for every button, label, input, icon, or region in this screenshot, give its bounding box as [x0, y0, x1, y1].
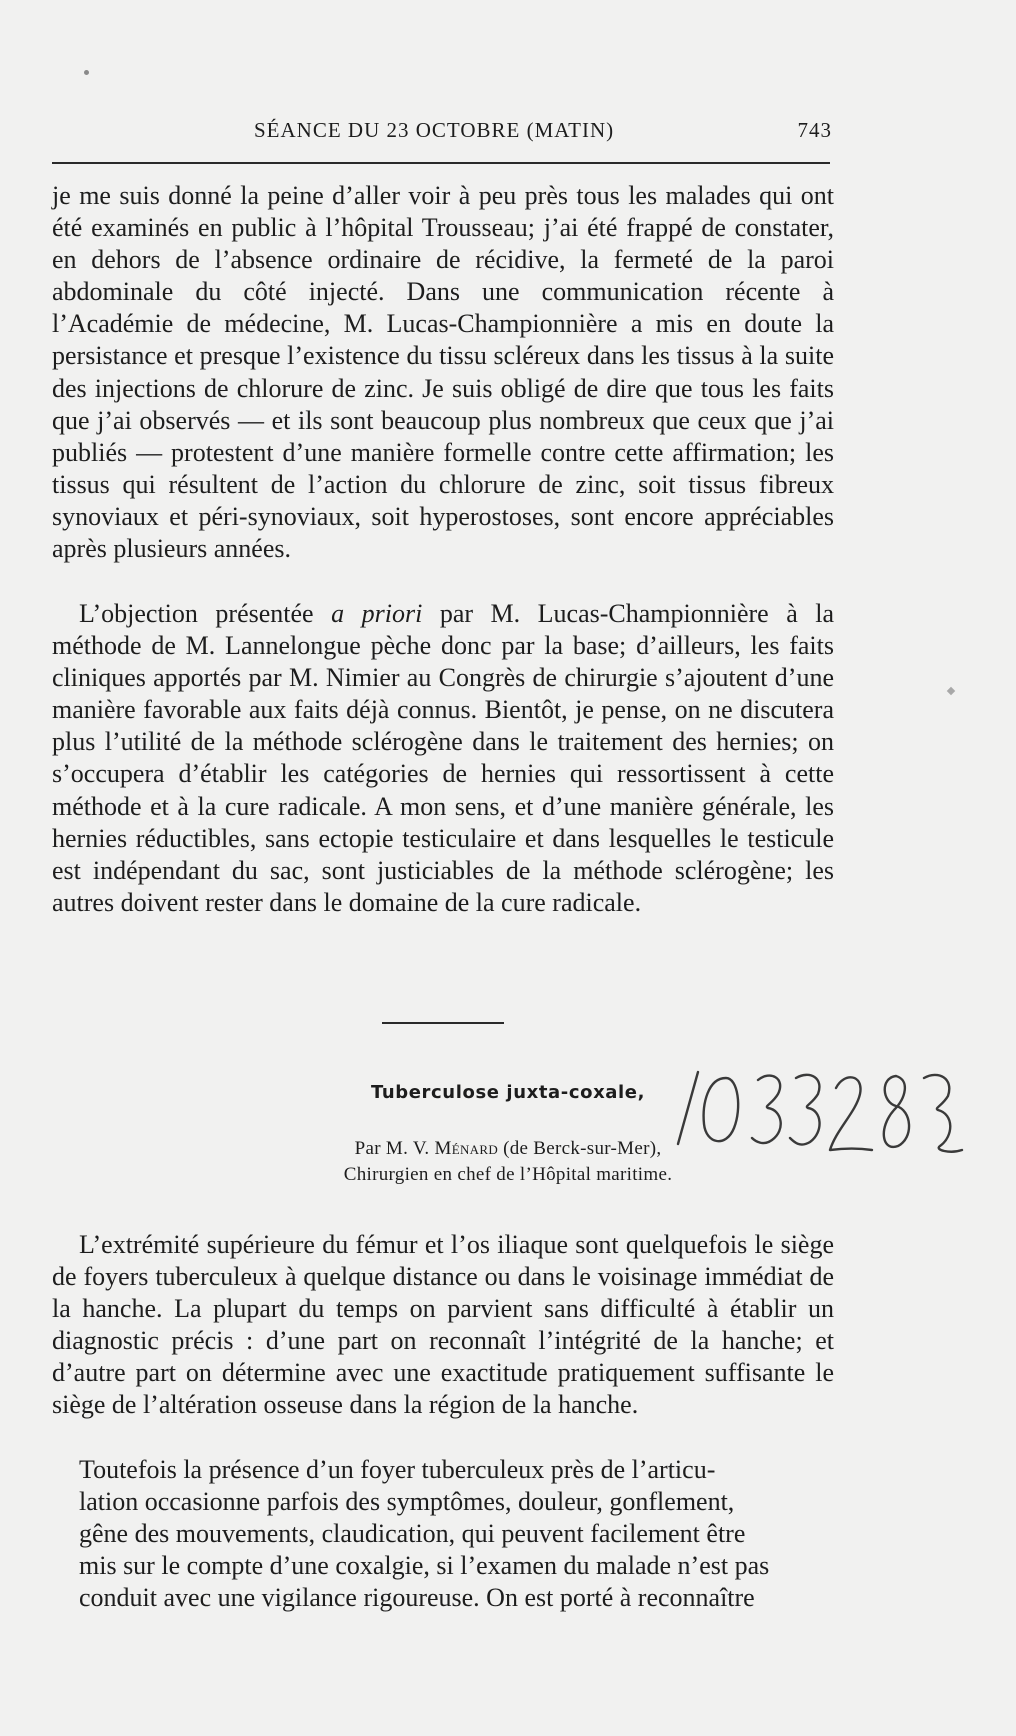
paragraph-intro: L’extrémité supérieure du fémur et l’os iliaque sont quelquefois le siège de foyers tuberculeux à quelque distance ou dans le voisinage immédiat de la hanche. La plupart du temps on parvient sans difficulté à établir un diagnostic précis : d’une part on reconnaît l’intégrité de la hanche; et d’autre part on détermine avec une exactitude pratiquement suffisante le siège de l’altération osseuse dans la région de la hanche.	[52, 1230, 834, 1420]
text-line: gêne des mouvements, claudication, qui peuvent facilement être	[79, 1519, 746, 1549]
author-name: Ménard	[434, 1138, 499, 1159]
text-line: Toutefois la présence d’un foyer tuberculeux près de l’articu-	[79, 1455, 716, 1484]
article-title: Tuberculose juxta-coxale,	[370, 1082, 646, 1103]
page-number: 743	[797, 118, 832, 142]
article-byline	[0, 1138, 1016, 1160]
margin-mark	[947, 687, 955, 695]
paragraph-toutefois	[52, 1454, 834, 1614]
running-title: SÉANCE DU 23 OCTOBRE (MATIN)	[254, 118, 615, 142]
paragraph-objection-rest: par M. Lucas-Championnière à la méthode de M. Lannelongue pèche donc par la base; d’ailleurs, les faits cliniques apportés par M. Nimier au Congrès de chirurgie s’ajoutent d’une manière favorable aux faits déjà connus. Bientôt, je pense, on ne discutera plus l’utilité de la méthode sclérogène dans le traitement des hernies; on s’occupera d’établir les catégories de hernies qui ressortissent à cette méthode et à la cure radicale. A mon sens, et d’une manière générale, les hernies réductibles, sans ectopie testiculaire et dans lesquelles le testicule est indépendant du sac, sont justiciables de la méthode sclérogène; les autres doivent rester dans le domaine de la cure radicale.	[52, 599, 835, 917]
paragraph-objection	[52, 598, 834, 919]
byline-prefix: Par M. V.	[354, 1138, 430, 1159]
text-line: mis sur le compte d’une coxalgie, si l’examen du malade n’est pas	[79, 1551, 770, 1581]
header-rule	[52, 162, 830, 164]
running-header	[52, 118, 832, 148]
author-affiliation: Chirurgien en chef de l’Hôpital maritime.	[343, 1164, 673, 1185]
ink-speck	[84, 70, 89, 75]
italic-a-priori: a priori	[331, 599, 423, 628]
byline-suffix: (de Berck-sur-Mer),	[503, 1138, 662, 1159]
paragraph-continuation: je me suis donné la peine d’aller voir à peu près tous les malades qui ont été examinés en public à l’hôpital Trousseau; j’ai été frappé de constater, en dehors de l’absence ordinaire de récidive, la fermeté de la paroi abdominale du côté injecté. Dans une communication récente à l’Académie de médecine, M. Lucas-Championnière a mis en doute la persistance et presque l’existence du tissu scléreux dans les tissus à la suite des injections de chlorure de zinc. Je suis obligé de dire que tous les faits que j’ai observés — et ils sont beaucoup plus nombreux que ceux que j’ai publiés — protestent d’une manière formelle contre cette affirmation; les tissus qui résultent de l’action du chlorure de zinc, soit tissus fibreux synoviaux et péri-synoviaux, soit hyperostoses, sont encore appréciables après plusieurs années.	[52, 181, 834, 564]
section-divider	[382, 1022, 504, 1024]
text-line: conduit avec une vigilance rigoureuse. On est porté à reconnaître	[79, 1583, 755, 1613]
paragraph-objection-lead: L’objection présentée	[79, 599, 314, 628]
text-line: lation occasionne parfois des symptômes, douleur, gonflement,	[79, 1487, 735, 1517]
